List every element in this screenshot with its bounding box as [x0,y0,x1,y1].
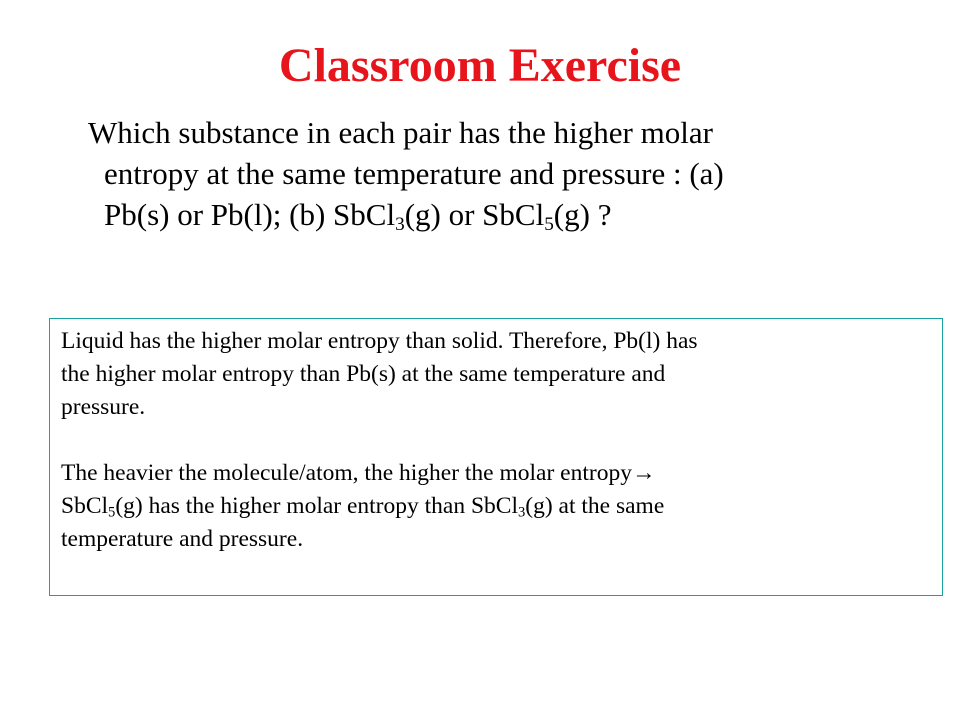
answer-fragment: The heavier the molecule/atom, the higher the molar entropy [61,460,632,486]
answer-line: pressure. [61,394,146,420]
paragraph-gap [61,424,942,457]
question-line: entropy at the same temperature and pressure : (a) [104,156,724,191]
answer-line [61,490,942,523]
question-fragment: Pb(s) or Pb(l); (b) SbCl [104,197,396,232]
question-fragment: (g) ? [553,197,612,232]
answer-line: the higher molar entropy than Pb(s) at the same temperature and [61,361,666,387]
answer-fragment: (g) at the same [525,493,665,519]
answer-fragment: SbCl [61,493,109,519]
slide-title: Classroom Exercise [278,39,682,92]
question-line [104,194,888,235]
subscript: 3 [518,504,526,521]
answer-line [61,457,942,490]
question-fragment: (g) or SbCl [404,197,545,232]
answer-line: temperature and pressure. [61,526,304,552]
question-line: Which substance in each pair has the higher molar [88,115,713,150]
subscript: 5 [108,504,116,521]
answer-fragment: (g) has the higher molar entropy than SbCl [115,493,518,519]
question-text [88,112,888,235]
arrow-right-icon: → [631,460,656,486]
subscript: 3 [395,213,405,235]
answer-box [49,318,943,596]
answer-line: Liquid has the higher molar entropy than solid. Therefore, Pb(l) has [61,328,698,354]
subscript: 5 [544,213,554,235]
